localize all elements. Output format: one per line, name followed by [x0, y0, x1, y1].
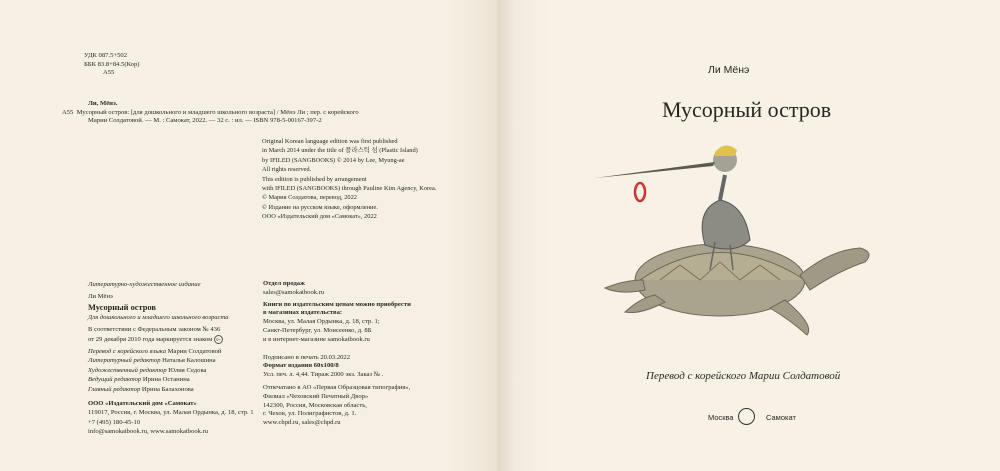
- credit-role: Ведущий редактор: [88, 376, 142, 384]
- credit-name: Ирина Балахонова: [141, 385, 194, 393]
- imprint-block: [88, 280, 254, 437]
- right-page: [500, 0, 1000, 471]
- catalog-line: Марии Солдатовой. — М. : Самокат, 2022. — 32 с. : ил. — ISBN 978-5-00167-397-2: [88, 117, 322, 125]
- publisher-name: Самокат: [766, 413, 796, 422]
- copyright-line: with IFILED (SANGBOOKS) through Pauline Kim Agency, Korea.: [262, 185, 437, 193]
- credit-name: Марии Солдатовой: [167, 348, 222, 356]
- print-run: Усл. печ. л. 4,44. Тираж 2000 экз. Заказ № .: [263, 371, 384, 379]
- can-tab-icon: [635, 183, 645, 201]
- law-line: от 29 декабря 2010 года маркируется знаком: [88, 335, 213, 343]
- credit-role: Главный редактор: [88, 385, 141, 393]
- buy-heading: Книги по издательским ценам можно приобрести: [263, 300, 411, 308]
- sales-email: sales@samokatbook.ru: [263, 288, 325, 296]
- shop-line: и в интернет-магазине samokatbook.ru: [263, 335, 370, 343]
- imprint-author: Ли Мёнэ: [88, 293, 113, 301]
- udk: УДК 087.5+502: [84, 52, 127, 59]
- credit-name: Юлия Седова: [168, 366, 207, 374]
- genre: Литературно-художественное издание: [88, 281, 201, 288]
- catalog-index: А55: [62, 108, 74, 116]
- catalog-author: Ли, Мёнэ.: [88, 100, 118, 107]
- credit-line: [88, 385, 254, 394]
- phone: +7 (495) 180-45-10: [88, 418, 141, 426]
- author-mark: А55: [103, 69, 115, 77]
- translator-credit: Перевод с корейского Марии Солдатовой: [646, 370, 841, 382]
- sales-block: [263, 280, 411, 428]
- classification-codes: [84, 52, 139, 78]
- copyright-block: [262, 137, 436, 222]
- credit-line: [88, 375, 254, 384]
- copyright-line: All rights reserved.: [262, 166, 312, 174]
- catalog-entry: [62, 100, 359, 126]
- printer-line: г. Чехов, ул. Полиграфистов, д. 1.: [263, 410, 357, 418]
- credit-name: Ирина Останина: [142, 376, 190, 384]
- publisher-city: Москва: [708, 413, 734, 422]
- sales-heading: Отдел продаж: [263, 280, 305, 287]
- printer-line: Отпечатано в АО «Первая Образцовая типография»,: [263, 383, 411, 391]
- format: Формат издания 60x100/8: [263, 362, 339, 370]
- turtle-bird-illustration: [585, 130, 885, 345]
- credit-line: [88, 366, 254, 375]
- law-line: В соответствии с Федеральным законом № 436: [88, 326, 221, 334]
- copyright-line: ООО «Издательский дом «Самокат», 2022: [262, 213, 377, 221]
- imprint-title: Мусорный остров: [88, 302, 156, 312]
- printer-line: 142300, Россия, Московская область,: [263, 401, 367, 409]
- credit-role: Литературный редактор: [88, 357, 161, 365]
- contacts: info@samokatbook.ru, www.samokatbook.ru: [88, 428, 209, 436]
- copyright-line: in March 2014 under the title of 플라스틱 섬 (Plastic Island): [262, 147, 418, 155]
- printer-line: Филиал «Чеховский Печатный Двор»: [263, 392, 369, 400]
- credit-role: Перевод с корейского языка: [88, 348, 167, 356]
- credit-name: Наталья Калошина: [162, 357, 216, 365]
- signed-date: Подписано в печать 20.03.2022: [263, 353, 351, 361]
- samokat-logo-icon: [738, 408, 755, 425]
- credit-role: Художественный редактор: [88, 366, 167, 374]
- address-line: 119017, Россия, г. Москва, ул. Малая Ордынка, д. 18, стр. 1: [88, 409, 254, 417]
- shop-line: Санкт-Петербург, ул. Моисеенко, д. 8Б: [263, 326, 372, 334]
- publisher-name: ООО «Издательский дом «Самокат»: [88, 400, 197, 408]
- cover-author: Ли Мёнэ: [708, 64, 750, 76]
- audience: Для дошкольного и младшего школьного возраста: [88, 313, 229, 321]
- copyright-line: © Издание на русском языке, оформление.: [262, 203, 378, 211]
- shop-line: Москва, ул. Малая Ордынка, д. 18, стр. 1;: [263, 318, 380, 326]
- copyright-line: by IFILED (SANGBOOKS) © 2014 by Lee, Myung-ae: [262, 156, 405, 164]
- age-mark-icon: 0+: [214, 335, 223, 344]
- copyright-line: © Мария Солдатова, перевод, 2022: [262, 194, 357, 202]
- printer-line: www.chpd.ru, sales@chpd.ru: [263, 419, 341, 427]
- turtle-icon: [605, 244, 869, 335]
- catalog-line: Мусорный остров: [для дошкольного и младшего школьного возраста] / Мёнэ Ли ; пер. с корейского: [76, 108, 359, 116]
- buy-heading: в магазинах издательства:: [263, 309, 343, 317]
- credit-line: [88, 356, 254, 365]
- credit-line: [88, 347, 254, 356]
- cover-title: Мусорный остров: [662, 97, 832, 122]
- copyright-line: Original Korean language edition was first published: [262, 138, 398, 145]
- bbk: ББК 83.8+84.5(Кор): [84, 60, 140, 68]
- copyright-line: This edition is published by arrangement: [262, 175, 367, 183]
